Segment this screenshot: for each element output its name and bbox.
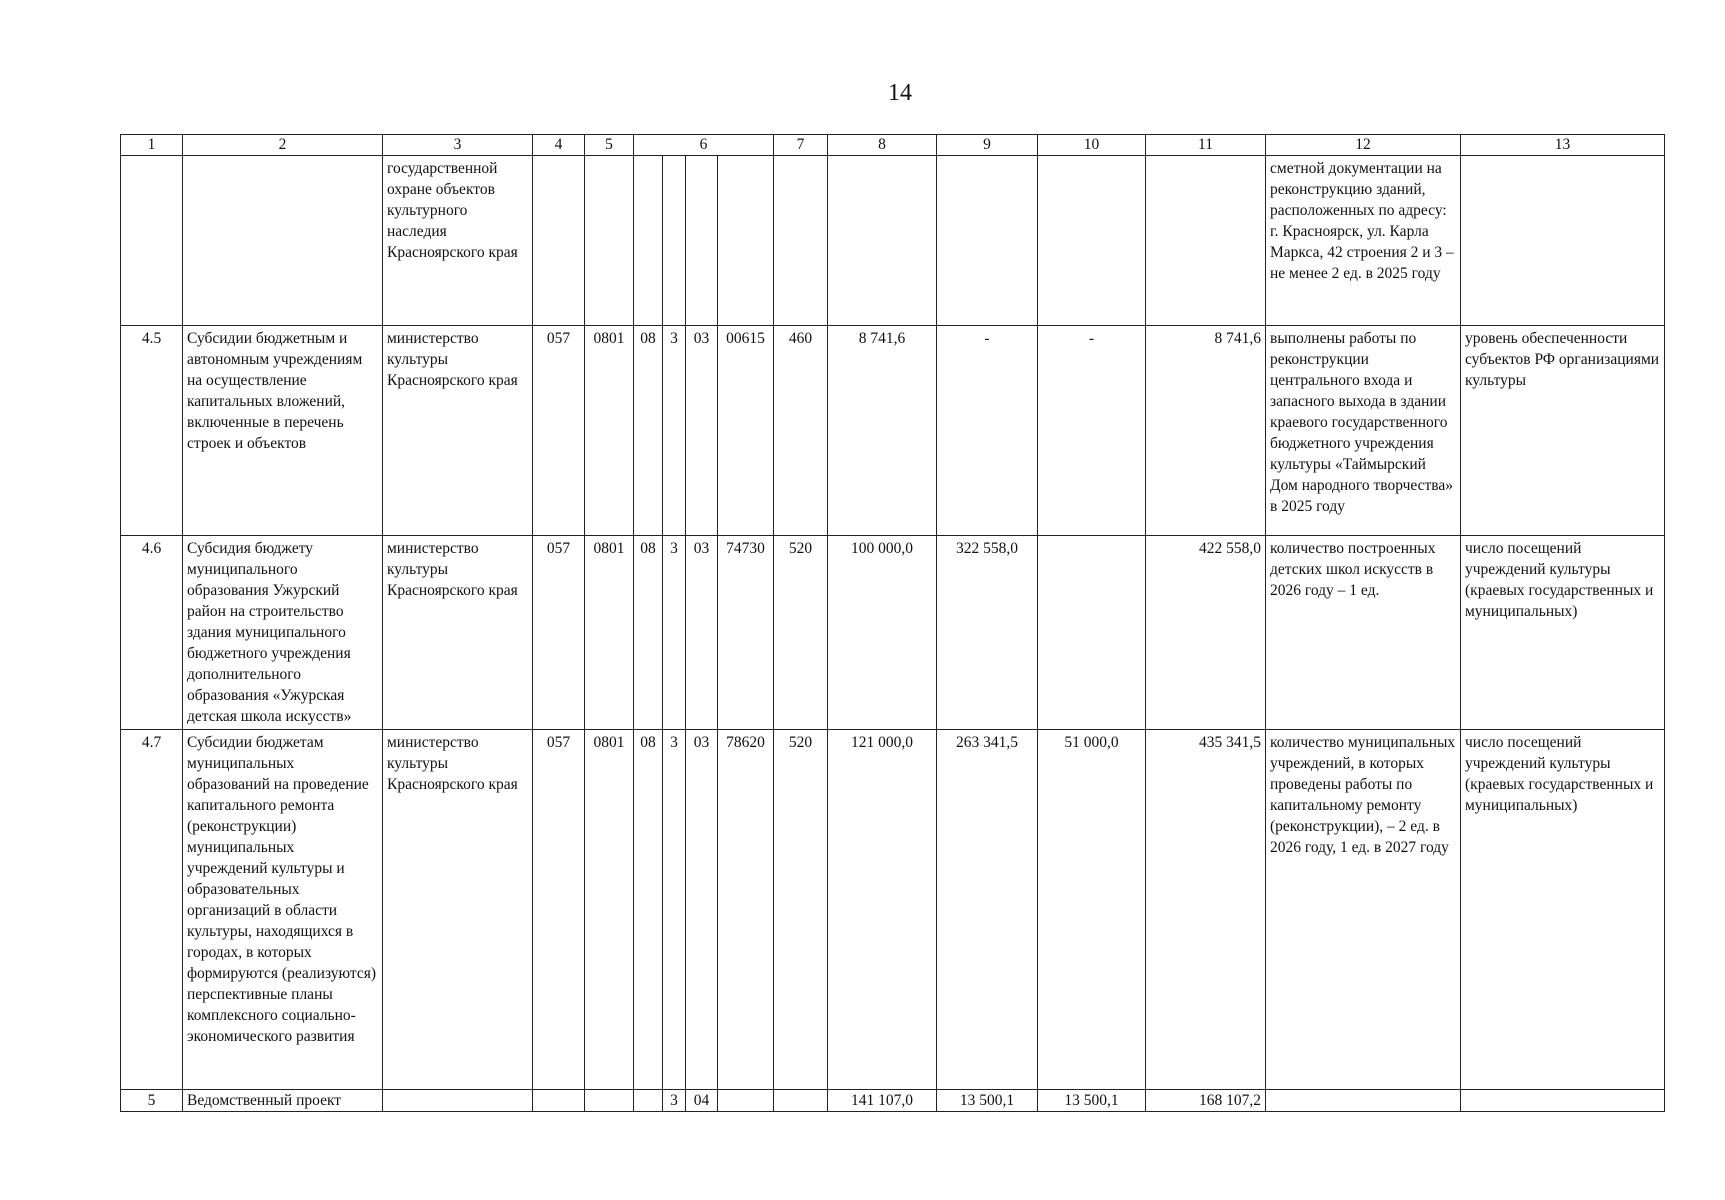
- row-grbs: 057: [533, 326, 585, 536]
- row-rzpr: [585, 1090, 634, 1112]
- row-csr-project: 03: [686, 326, 718, 536]
- row-number: 4.6: [121, 536, 183, 730]
- row-total: 168 107,2: [1146, 1090, 1266, 1112]
- row-executor: [383, 1090, 533, 1112]
- row-csr-subprogram: 3: [663, 326, 686, 536]
- row-total: 422 558,0: [1146, 536, 1266, 730]
- table-row: [121, 730, 1665, 1090]
- row-year3: -: [1038, 326, 1146, 536]
- row-csr-subprogram: 3: [663, 1090, 686, 1112]
- row-indicator: число посещений учреждений культуры (краевых государственных и муниципальных): [1461, 730, 1665, 1090]
- header-cell-5: 5: [585, 135, 634, 156]
- row-grbs: [533, 156, 585, 326]
- row-grbs: [533, 1090, 585, 1112]
- row-vr: 520: [774, 730, 828, 1090]
- row-result: количество построенных детских школ искусств в 2026 году – 1 ед.: [1266, 536, 1461, 730]
- row-year1: 8 741,6: [828, 326, 937, 536]
- header-cell-10: 10: [1038, 135, 1146, 156]
- row-vr: 520: [774, 536, 828, 730]
- row-csr-program: [634, 156, 663, 326]
- row-csr-program: [634, 1090, 663, 1112]
- row-executor: министерство культуры Красноярского края: [383, 730, 533, 1090]
- row-number: [121, 156, 183, 326]
- row-grbs: 057: [533, 536, 585, 730]
- row-csr-project: 03: [686, 536, 718, 730]
- row-year1: [828, 156, 937, 326]
- row-year1: 100 000,0: [828, 536, 937, 730]
- row-indicator: [1461, 156, 1665, 326]
- row-year3: 13 500,1: [1038, 1090, 1146, 1112]
- row-name: Субсидия бюджету муниципального образования Ужурский район на строительство здания муниципального бюджетного учреждения дополнительного образования «Ужурская детская школа искусств»: [183, 536, 383, 730]
- header-cell-2: 2: [183, 135, 383, 156]
- row-csr-subprogram: [663, 156, 686, 326]
- row-rzpr: 0801: [585, 536, 634, 730]
- row-csr-subprogram: 3: [663, 730, 686, 1090]
- row-executor: министерство культуры Красноярского края: [383, 536, 533, 730]
- row-csr-project: 04: [686, 1090, 718, 1112]
- header-cell-6: 6: [634, 135, 774, 156]
- row-vr: 460: [774, 326, 828, 536]
- row-name: Субсидии бюджетным и автономным учреждениям на осуществление капитальных вложений, включенные в перечень строек и объектов: [183, 326, 383, 536]
- header-cell-9: 9: [937, 135, 1038, 156]
- row-csr-program: 08: [634, 730, 663, 1090]
- header-cell-1: 1: [121, 135, 183, 156]
- row-rzpr: [585, 156, 634, 326]
- header-cell-11: 11: [1146, 135, 1266, 156]
- row-year1: 121 000,0: [828, 730, 937, 1090]
- row-executor: государственной охране объектов культурного наследия Красноярского края: [383, 156, 533, 326]
- row-indicator: уровень обеспеченности субъектов РФ организациями культуры: [1461, 326, 1665, 536]
- row-vr: [774, 1090, 828, 1112]
- table-row: [121, 1090, 1665, 1112]
- row-name: Ведомственный проект: [183, 1090, 383, 1112]
- row-total: 435 341,5: [1146, 730, 1266, 1090]
- row-result: количество муниципальных учреждений, в которых проведены работы по капитальному ремонту (реконструкции), – 2 ед. в 2026 году, 1 ед. в 2027 году: [1266, 730, 1461, 1090]
- budget-table: [120, 134, 1665, 1112]
- row-year3: [1038, 156, 1146, 326]
- row-year1: 141 107,0: [828, 1090, 937, 1112]
- table-row: [121, 536, 1665, 730]
- row-csr-direction: [718, 156, 774, 326]
- row-total: 8 741,6: [1146, 326, 1266, 536]
- row-csr-direction: [718, 1090, 774, 1112]
- row-name: Субсидии бюджетам муниципальных образований на проведение капитального ремонта (реконструкции) муниципальных учреждений культуры и образовательных организаций в области культуры, находящихся в городах, в которых формируются (реализуются) перспективные планы комплексного социально-экономического развития: [183, 730, 383, 1090]
- row-year2: [937, 156, 1038, 326]
- row-rzpr: 0801: [585, 730, 634, 1090]
- header-cell-3: 3: [383, 135, 533, 156]
- row-vr: [774, 156, 828, 326]
- header-row: [121, 135, 1665, 156]
- header-cell-7: 7: [774, 135, 828, 156]
- row-year2: -: [937, 326, 1038, 536]
- row-rzpr: 0801: [585, 326, 634, 536]
- row-indicator: [1461, 1090, 1665, 1112]
- row-csr-direction: 78620: [718, 730, 774, 1090]
- row-csr-program: 08: [634, 536, 663, 730]
- row-indicator: число посещений учреждений культуры (краевых государственных и муниципальных): [1461, 536, 1665, 730]
- row-year2: 263 341,5: [937, 730, 1038, 1090]
- page-number: 14: [888, 80, 912, 106]
- row-year3: [1038, 536, 1146, 730]
- row-csr-subprogram: 3: [663, 536, 686, 730]
- row-name: [183, 156, 383, 326]
- row-csr-direction: 74730: [718, 536, 774, 730]
- header-cell-13: 13: [1461, 135, 1665, 156]
- row-executor: министерство культуры Красноярского края: [383, 326, 533, 536]
- row-csr-direction: 00615: [718, 326, 774, 536]
- header-cell-12: 12: [1266, 135, 1461, 156]
- row-number: 5: [121, 1090, 183, 1112]
- row-year2: 13 500,1: [937, 1090, 1038, 1112]
- row-result: [1266, 1090, 1461, 1112]
- row-csr-project: [686, 156, 718, 326]
- row-csr-project: 03: [686, 730, 718, 1090]
- row-grbs: 057: [533, 730, 585, 1090]
- row-total: [1146, 156, 1266, 326]
- row-year2: 322 558,0: [937, 536, 1038, 730]
- table-row: [121, 326, 1665, 536]
- header-cell-4: 4: [533, 135, 585, 156]
- row-result: выполнены работы по реконструкции центрального входа и запасного выхода в здании краевого государственного бюджетного учреждения культуры «Таймырский Дом народного творчества» в 2025 году: [1266, 326, 1461, 536]
- row-year3: 51 000,0: [1038, 730, 1146, 1090]
- row-number: 4.5: [121, 326, 183, 536]
- row-csr-program: 08: [634, 326, 663, 536]
- row-number: 4.7: [121, 730, 183, 1090]
- table-row: [121, 156, 1665, 326]
- row-result: сметной документации на реконструкцию зданий, расположенных по адресу: г. Красноярск, ул. Карла Маркса, 42 строения 2 и 3 – не менее 2 ед. в 2025 году: [1266, 156, 1461, 326]
- header-cell-8: 8: [828, 135, 937, 156]
